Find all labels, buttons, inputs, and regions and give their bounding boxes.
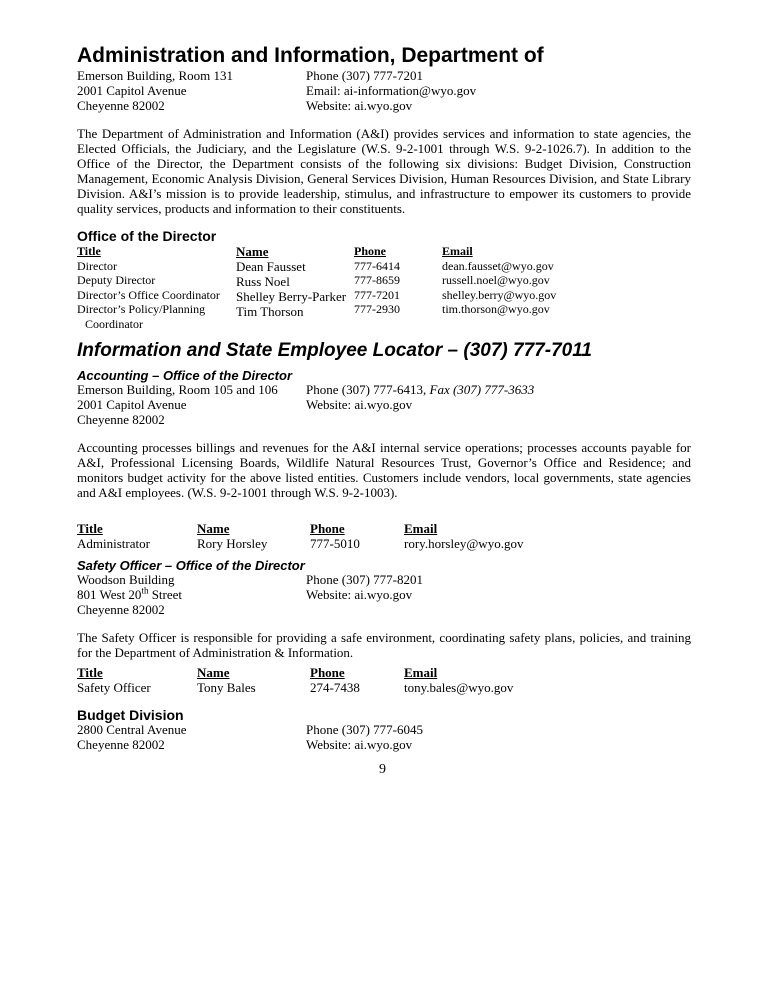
director-phone-column <box>354 244 400 317</box>
dept-contact <box>306 68 476 113</box>
staff-name: Shelley Berry-Parker <box>236 289 347 304</box>
staff-phone: 777-2930 <box>354 302 400 316</box>
section-heading-director-office: Office of the Director <box>77 228 217 244</box>
accounting-website-link[interactable]: Website: ai.wyo.gov <box>306 397 413 412</box>
address-line: Emerson Building, Room 105 and 106 <box>77 382 278 397</box>
accounting-address <box>77 382 278 427</box>
safety-email-column <box>404 665 513 695</box>
staff-name: Rory Horsley <box>197 536 268 551</box>
safety-title-column <box>77 665 151 695</box>
staff-email-link[interactable]: rory.horsley@wyo.gov <box>404 536 524 551</box>
staff-title: Director <box>77 258 117 273</box>
page-title: Administration and Information, Department of <box>77 44 544 67</box>
safety-contact <box>306 572 423 602</box>
director-name-column <box>236 244 346 319</box>
staff-title: Deputy Director <box>77 273 156 287</box>
column-header-phone: Phone <box>310 665 345 680</box>
column-header-phone: Phone <box>354 244 387 258</box>
address-street-suffix: Street <box>148 587 183 602</box>
safety-description: The Safety Officer is responsible for providing a safe environment, coordinating safety plans, policies, and training for the Department of Administration & Information. <box>77 630 691 660</box>
staff-email-link[interactable]: shelley.berry@wyo.gov <box>442 287 557 302</box>
staff-title: Safety Officer <box>77 680 151 695</box>
staff-title: Administrator <box>77 536 150 551</box>
address-line: Woodson Building <box>77 572 175 587</box>
column-header-phone: Phone <box>310 521 345 536</box>
staff-title: Director’s Policy/Planning <box>77 302 206 316</box>
staff-name: Tony Bales <box>197 680 256 695</box>
address-line <box>77 587 182 602</box>
column-header-title: Title <box>77 665 103 680</box>
column-header-title: Title <box>77 244 101 258</box>
page-number: 9 <box>379 762 386 777</box>
address-street: 801 West 20 <box>77 587 142 602</box>
address-line: Emerson Building, Room 131 <box>77 68 233 83</box>
ordinal-suffix: th <box>141 585 149 596</box>
accounting-title-column <box>77 521 150 551</box>
accounting-contact <box>306 382 534 412</box>
staff-phone: 274-7438 <box>310 680 360 695</box>
director-title-column <box>77 244 220 331</box>
locator-heading: Information and State Employee Locator – (307) 777-7011 <box>77 340 592 361</box>
staff-phone: 777-7201 <box>354 287 400 302</box>
address-line: Cheyenne 82002 <box>77 602 165 617</box>
staff-email-link[interactable]: tim.thorson@wyo.gov <box>442 302 550 316</box>
dept-phone: Phone (307) 777-7201 <box>306 68 423 83</box>
dept-email-link[interactable]: Email: ai-information@wyo.gov <box>306 83 477 98</box>
column-header-name: Name <box>197 521 230 536</box>
address-line: 2800 Central Avenue <box>77 722 187 737</box>
budget-address <box>77 722 187 752</box>
column-header-email: Email <box>404 665 438 680</box>
director-email-column <box>442 244 556 317</box>
column-header-email: Email <box>404 521 438 536</box>
staff-phone: 777-6414 <box>354 258 400 273</box>
address-line: Cheyenne 82002 <box>77 737 165 752</box>
staff-email-link[interactable]: tony.bales@wyo.gov <box>404 680 514 695</box>
budget-phone: Phone (307) 777-6045 <box>306 722 423 737</box>
accounting-email-column <box>404 521 523 551</box>
address-line: 2001 Capitol Avenue <box>77 397 187 412</box>
section-heading-budget: Budget Division <box>77 707 184 723</box>
dept-address <box>77 68 233 113</box>
safety-name-column <box>197 665 256 695</box>
safety-website-link[interactable]: Website: ai.wyo.gov <box>306 587 413 602</box>
staff-phone: 777-5010 <box>310 536 360 551</box>
safety-phone: Phone (307) 777-8201 <box>306 572 423 587</box>
section-heading-accounting: Accounting – Office of the Director <box>77 368 293 383</box>
accounting-phone-column <box>310 521 360 551</box>
budget-website-link[interactable]: Website: ai.wyo.gov <box>306 737 413 752</box>
dept-website-link[interactable]: Website: ai.wyo.gov <box>306 98 413 113</box>
staff-name: Dean Fausset <box>236 259 306 274</box>
accounting-name-column <box>197 521 267 551</box>
safety-address <box>77 572 182 617</box>
address-line: Cheyenne 82002 <box>77 412 165 427</box>
accounting-fax: Fax (307) 777-3633 <box>429 382 535 397</box>
staff-phone: 777-8659 <box>354 273 400 287</box>
budget-contact <box>306 722 423 752</box>
column-header-name: Name <box>236 244 269 259</box>
staff-name: Tim Thorson <box>236 304 304 319</box>
accounting-phone: Phone (307) 777-6413, <box>306 382 430 397</box>
accounting-description: Accounting processes billings and revenues for the A&I internal service operations; processes accounts payable for A&I, Professional Licensing Boards, Wildlife Natural Resources Trust, Governor’s Office and Residence; and monitors budget activity for the above listed entities. Customers include vendors, local governments, state agencies and A&I employees. (W.S. 9-2-1001 through W.S. 9-2-1003). <box>77 440 691 500</box>
safety-phone-column <box>310 665 360 695</box>
address-line: Cheyenne 82002 <box>77 98 165 113</box>
accounting-phone-fax <box>306 382 534 397</box>
dept-description: The Department of Administration and Information (A&I) provides services and information to state agencies, the Elected Officials, the Judiciary, and the Legislature (W.S. 9-2-1001 through W.S. 9-2-1026.7). In addition to the Office of the Director, the Department consists of the following six divisions: Budget Division, Construction Management, Economic Analysis Division, General Services Division, Human Resources Division, and State Library Division. A&I’s mission is to provide leadership, stimulus, and infrastructure to empower its customers to provide quality services, products and information to their constituents. <box>77 126 691 216</box>
column-header-title: Title <box>77 521 103 536</box>
column-header-name: Name <box>197 665 230 680</box>
staff-title: Director’s Office Coordinator <box>77 287 220 302</box>
staff-email-link[interactable]: dean.fausset@wyo.gov <box>442 258 554 273</box>
staff-title: Coordinator <box>85 316 143 331</box>
section-heading-safety: Safety Officer – Office of the Director <box>77 558 305 573</box>
staff-name: Russ Noel <box>236 274 290 289</box>
staff-email-link[interactable]: russell.noel@wyo.gov <box>442 273 550 287</box>
address-line: 2001 Capitol Avenue <box>77 83 187 98</box>
column-header-email: Email <box>442 244 473 258</box>
